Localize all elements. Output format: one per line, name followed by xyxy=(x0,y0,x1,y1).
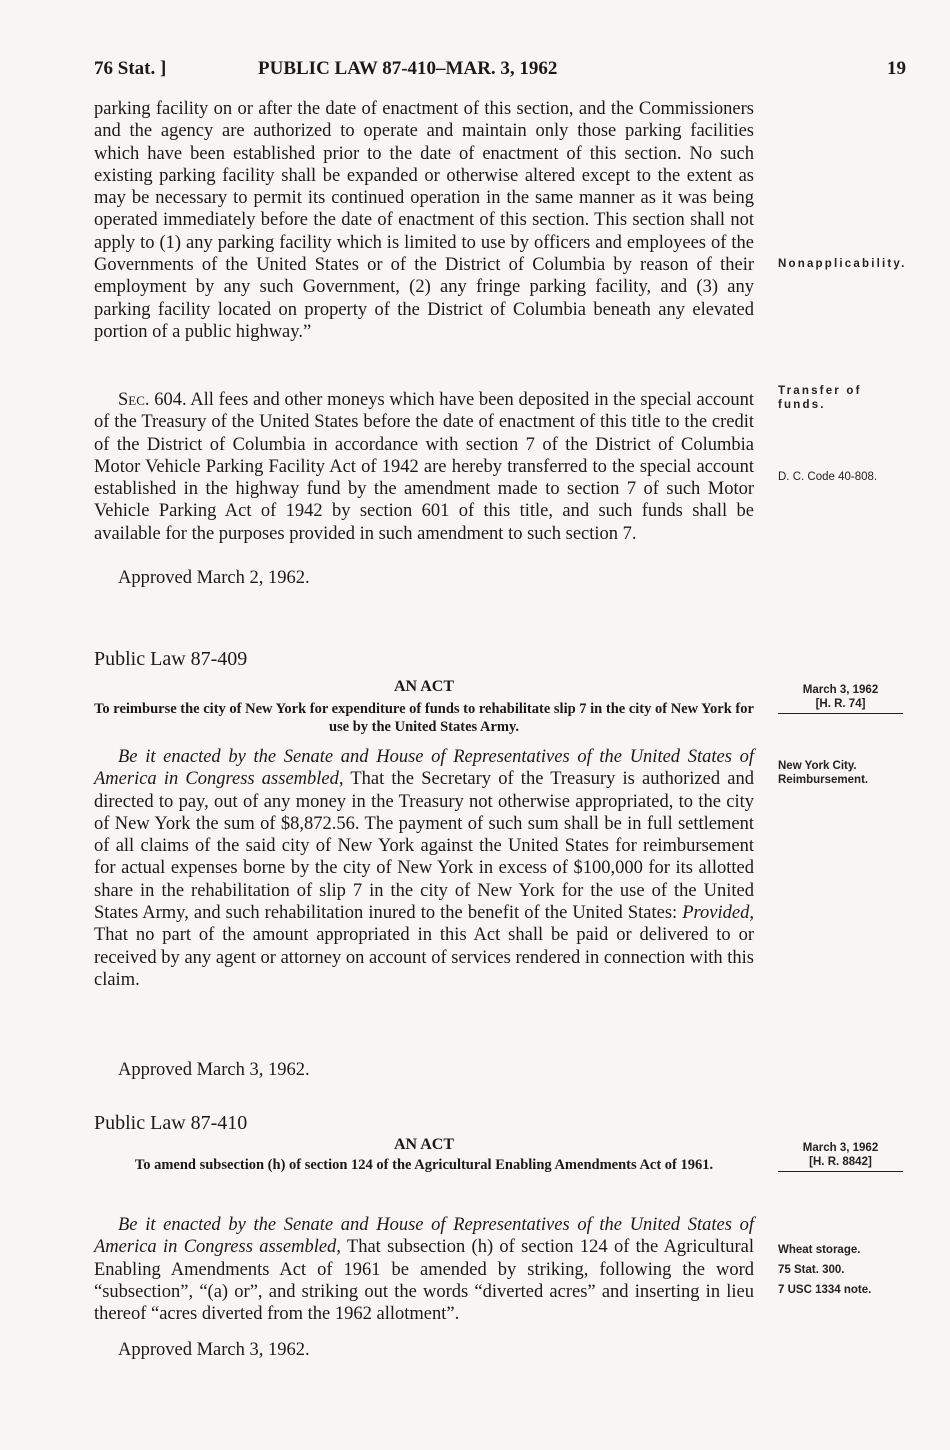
law-409-enacting-clause: Be it enacted by the Senate and House of Representatives of the United States of America in Congress assembled, xyxy=(94,747,754,790)
law-410-text: That subsection (h) of section 124 of the Agricultural Enabling Amendments Act of 1961 be amended by striking, following the word “subsection”, “(a) or”, and striking out the words “diverted acres” and inserting in lieu thereof “acres diverted from the 1962 allotment”. xyxy=(94,1237,754,1325)
law-410-approved: Approved March 3, 1962. xyxy=(118,1340,310,1360)
section-604-text: All fees and other moneys which have been deposited in the special account of the Treasury of the United States before the date of enactment of this title to the credit of the District of Columbia in accordance with section 7 of the District of Columbia Motor Vehicle Parking Facility Act of 1942 are hereby transferred to the special account established in the highway fund by the amendment made to section 7 of such Motor Vehicle Parking Act of 1942 by section 601 of this title, and such funds shall be available for the purposes provided in such amendment to such section 7. xyxy=(94,390,755,544)
header-title: PUBLIC LAW 87-410–MAR. 3, 1962 xyxy=(258,58,558,79)
law-409-bill: [H. R. 74] xyxy=(815,698,866,710)
margin-note-usc: 7 USC 1334 note. xyxy=(778,1284,872,1296)
law-409-provided: Provided, xyxy=(682,903,754,924)
margin-note-law-410-ref xyxy=(778,1141,903,1172)
law-410-date: March 3, 1962 xyxy=(802,1142,879,1154)
law-410-body xyxy=(94,1214,754,1325)
margin-note-stat: 75 Stat. 300. xyxy=(778,1264,845,1276)
section-604-paragraph xyxy=(94,389,754,545)
section-604 xyxy=(94,389,754,545)
law-409-approved: Approved March 3, 1962. xyxy=(118,1060,310,1080)
margin-note-citations xyxy=(778,1240,908,1300)
law-409-date: March 3, 1962 xyxy=(802,684,879,696)
section-604-label: Sec. 604. xyxy=(118,390,187,410)
law-409-purpose: To reimburse the city of New York for expenditure of funds to rehabilitate slip 7 in the city of New York for use by the United States Army. xyxy=(94,701,754,735)
public-law-410-title: Public Law 87-410 xyxy=(94,1112,248,1134)
approved-date-1: Approved March 2, 1962. xyxy=(118,568,310,588)
header-volume: 76 Stat. ] xyxy=(94,58,167,79)
margin-note-transfer: Transfer of funds. xyxy=(778,385,862,411)
law-410-an-act: AN ACT xyxy=(393,1136,454,1153)
margin-note-nonapplicability: Nonapplicability. xyxy=(778,258,907,270)
law-410-enacting-clause: Be it enacted by the Senate and House of Representatives of the United States of America in Congress assembled, xyxy=(94,1215,754,1258)
page-number: 19 xyxy=(887,58,906,79)
law-410-bill: [H. R. 8842] xyxy=(809,1156,872,1168)
margin-note-wheat: Wheat storage. xyxy=(778,1244,861,1256)
law-409-text-2: That no part of the amount appropriated in this Act shall be paid or delivered to or received by any agent or attorney on account of services rendered in connection with this claim. xyxy=(94,925,754,990)
law-409-text: That the Secretary of the Treasury is authorized and directed to pay, out of any money in the Treasury not otherwise appropriated, to the city of New York the sum of $8,872.56. The payment of such sum shall be in full settlement of all claims of the said city of New York against the United States for reimbursement for actual expenses borne by the city of New York in excess of $100,000 for its allotted share in the rehabilitation of slip 7 in the city of New York for the use of the United States Army, and such rehabilitation inured to the benefit of the United States: xyxy=(94,769,754,924)
margin-note-dc-code: D. C. Code 40-808. xyxy=(778,471,878,483)
law-410-purpose: To amend subsection (h) of section 124 of the Agricultural Enabling Amendments Act of 1961. xyxy=(134,1157,714,1173)
law-409-an-act: AN ACT xyxy=(393,678,454,695)
law-409-paragraph xyxy=(94,746,754,991)
margin-note-ny-city: New York City. xyxy=(778,760,857,772)
law-410-paragraph xyxy=(94,1214,754,1325)
law-409-body xyxy=(94,746,754,991)
section-continued-text: parking facility on or after the date of enactment of this section, and the Commissioners and the agency are authorized to operate and maintain only those parking facilities which have been established prior to the date of enactment of this section. No such existing parking facility shall be expanded or otherwise altered except to the extent as may be necessary to permit its continued operation in the same manner as it was being operated immediately before the date of enactment of this section. This section shall not apply to (1) any parking facility which is limited to use by officers and employees of the Governments of the United States or of the District of Columbia by reason of their employment by any such Government, (2) any fringe parking facility, and (3) any parking facility located on property of the District of Columbia beneath any elevated portion of a public highway.” xyxy=(94,99,754,342)
margin-note-new-york xyxy=(778,759,908,787)
section-continued xyxy=(94,98,754,343)
page-header xyxy=(94,58,906,82)
margin-note-reimbursement: Reimbursement. xyxy=(778,774,869,786)
public-law-409-title: Public Law 87-409 xyxy=(94,648,248,670)
margin-note-law-409-ref xyxy=(778,683,903,714)
